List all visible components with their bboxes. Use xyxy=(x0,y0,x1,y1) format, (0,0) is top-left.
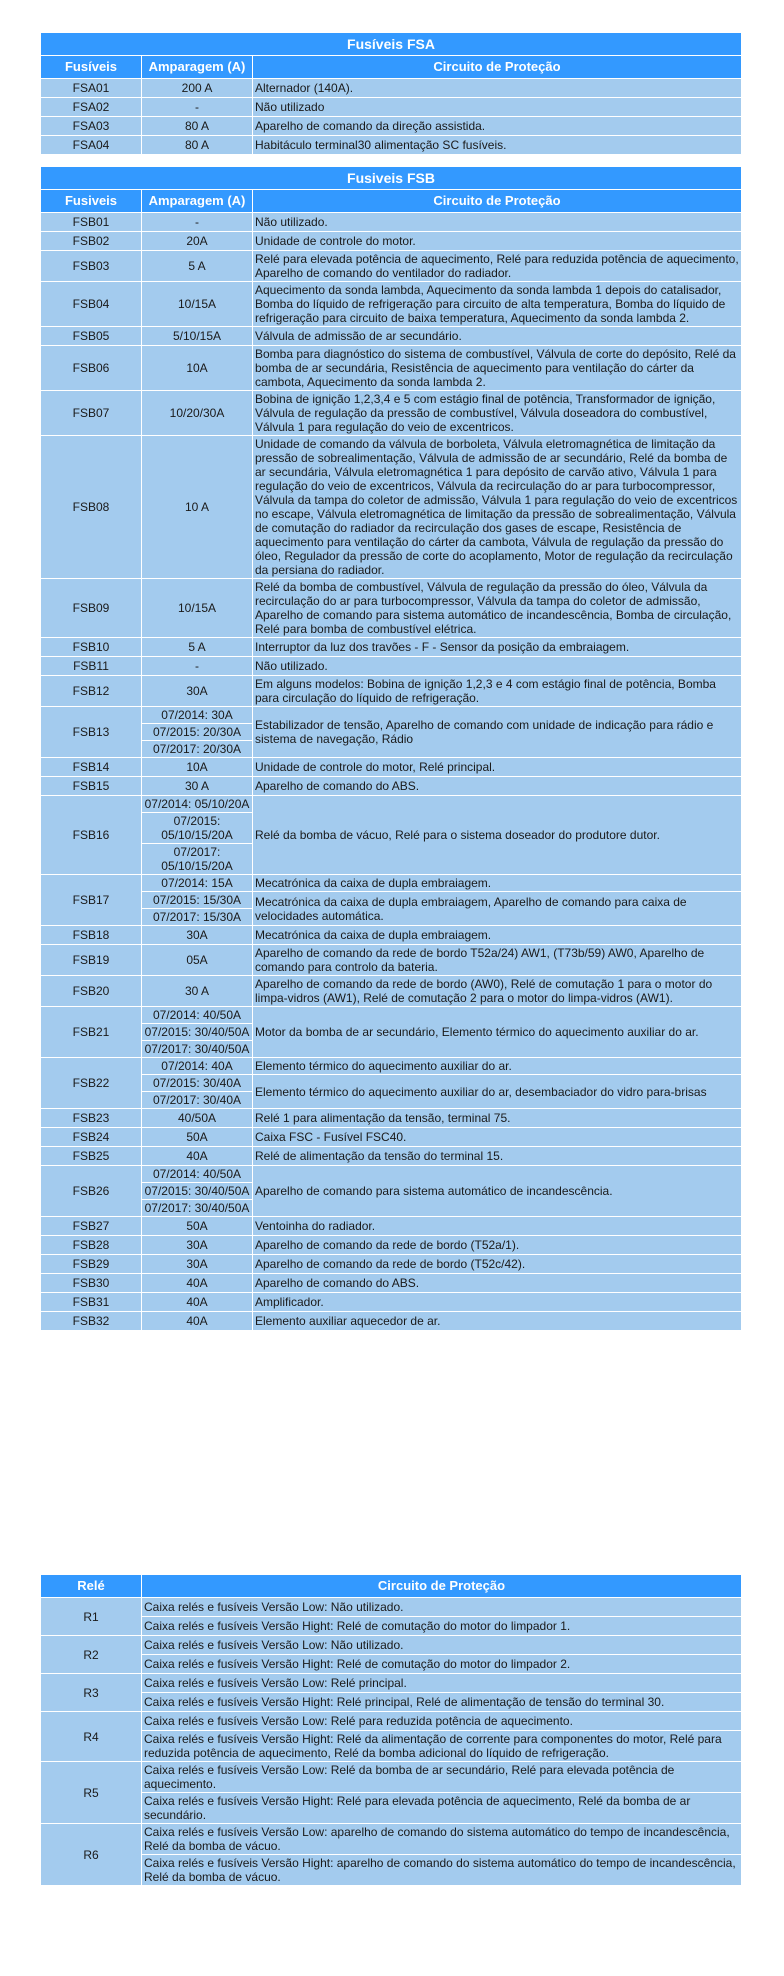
fuse-id: FSB07 xyxy=(41,391,142,436)
fuse-amperage: 10/15A xyxy=(142,282,253,327)
fuse-amperage: 07/2015: 15/30A xyxy=(142,892,253,909)
fuse-id: FSB14 xyxy=(41,758,142,777)
fuse-id: FSB22 xyxy=(41,1058,142,1109)
fuse-amperage: 30 A xyxy=(142,777,253,796)
relay-circuit: Caixa relés e fusíveis Versão Hight: Relé da alimentação de corrente para componentes do motor, Relé para reduzida potência de aquecimento, Relé da bomba adicional do líquido de refrigeração. xyxy=(142,1731,742,1762)
table-row xyxy=(41,232,742,251)
fuse-amperage: 07/2014: 30A xyxy=(142,707,253,724)
fsa-fuse-table xyxy=(40,32,742,155)
fuse-amperage: 40A xyxy=(142,1293,253,1312)
fuse-circuit: Aquecimento da sonda lambda, Aquecimento da sonda lambda 1 depois do catalisador, Bomba do líquido de refrigeração para circuito de alta temperatura, Bomba do líquido de refrigeração para circuito de baixa temperatura, Aquecimento da sonda lambda 2. xyxy=(253,282,742,327)
fuse-id: FSB32 xyxy=(41,1312,142,1331)
fuse-id: FSB19 xyxy=(41,945,142,976)
fuse-amperage: 10/15A xyxy=(142,579,253,638)
fuse-amperage: 07/2015: 30/40/50A xyxy=(142,1024,253,1041)
fuse-circuit: Aparelho de comando da rede de bordo (T52a/1). xyxy=(253,1236,742,1255)
fuse-circuit: Mecatrónica da caixa de dupla embraiagem. xyxy=(253,875,742,892)
fuse-circuit: Relé para elevada potência de aquecimento, Relé para reduzida potência de aquecimento, Aparelho de comando do ventilador do radiador. xyxy=(253,251,742,282)
table-row xyxy=(41,638,742,657)
table-row xyxy=(41,1312,742,1331)
fuse-circuit: Elemento térmico do aquecimento auxiliar do ar. xyxy=(253,1058,742,1075)
fuse-id: FSB23 xyxy=(41,1109,142,1128)
table-row xyxy=(41,117,742,136)
relay-id: R2 xyxy=(41,1636,142,1674)
relay-id: R5 xyxy=(41,1762,142,1824)
relay-circuit: Caixa relés e fusíveis Versão Low: Relé principal. xyxy=(142,1674,742,1693)
relay-circuit: Caixa relés e fusíveis Versão Low: Não utilizado. xyxy=(142,1598,742,1617)
fuse-amperage: 40A xyxy=(142,1274,253,1293)
fuse-circuit: Em alguns modelos: Bobina de ignição 1,2,3 e 4 com estágio final de potência, Bomba para circulação do líquido de refrigeração. xyxy=(253,676,742,707)
fuse-id: FSB02 xyxy=(41,232,142,251)
fuse-id: FSB25 xyxy=(41,1147,142,1166)
fuse-circuit: Mecatrónica da caixa de dupla embraiagem. xyxy=(253,926,742,945)
fuse-id: FSB30 xyxy=(41,1274,142,1293)
fuse-amperage: - xyxy=(142,98,253,117)
fuse-amperage: 30 A xyxy=(142,976,253,1007)
relay-id: R6 xyxy=(41,1824,142,1886)
fuse-id: FSB18 xyxy=(41,926,142,945)
table-row xyxy=(41,1824,742,1855)
fuse-id: FSB31 xyxy=(41,1293,142,1312)
fuse-circuit: Amplificador. xyxy=(253,1293,742,1312)
table-row xyxy=(41,875,742,892)
relay-circuit: Caixa relés e fusíveis Versão Hight: Relé de comutação do motor do limpador 1. xyxy=(142,1617,742,1636)
fuse-amperage: 40A xyxy=(142,1147,253,1166)
table-row xyxy=(41,1762,742,1793)
fuse-circuit: Aparelho de comando da rede de bordo T52a/24) AW1, (T73b/59) AW0, Aparelho de comando para controlo da bateria. xyxy=(253,945,742,976)
fsa-table-title: Fusíveis FSA xyxy=(41,33,742,56)
fuse-amperage: 40/50A xyxy=(142,1109,253,1128)
fuse-circuit: Mecatrónica da caixa de dupla embraiagem, Aparelho de comando para caixa de velocidades automática. xyxy=(253,892,742,926)
fuse-circuit: Estabilizador de tensão, Aparelho de comando com unidade de indicação para rádio e sistema de navegação, Rádio xyxy=(253,707,742,758)
fuse-circuit: Ventoinha do radiador. xyxy=(253,1217,742,1236)
table-row xyxy=(41,676,742,707)
fuse-circuit: Válvula de admissão de ar secundário. xyxy=(253,327,742,346)
fuse-circuit: Unidade de controle do motor. xyxy=(253,232,742,251)
fuse-amperage: 30A xyxy=(142,676,253,707)
fsa-table-body xyxy=(41,79,742,155)
fuse-amperage: 30A xyxy=(142,1255,253,1274)
fuse-id: FSB26 xyxy=(41,1166,142,1217)
fuse-id: FSA04 xyxy=(41,136,142,155)
table-row xyxy=(41,1128,742,1147)
relay-circuit: Caixa relés e fusíveis Versão Low: Relé para reduzida potência de aquecimento. xyxy=(142,1712,742,1731)
relay-circuit: Caixa relés e fusíveis Versão Low: Relé da bomba de ar secundário, Relé para elevada potência de aquecimento. xyxy=(142,1762,742,1793)
fuse-amperage: 50A xyxy=(142,1217,253,1236)
table-row xyxy=(41,79,742,98)
fuse-id: FSB12 xyxy=(41,676,142,707)
fuse-circuit: Não utilizado. xyxy=(253,213,742,232)
fuse-amperage: 50A xyxy=(142,1128,253,1147)
fsb-header-fuse: Fusiveis xyxy=(41,190,142,213)
table-row xyxy=(41,892,742,909)
fsb-table-body xyxy=(41,213,742,1331)
fuse-id: FSB17 xyxy=(41,875,142,926)
fuse-amperage: 07/2015: 20/30A xyxy=(142,724,253,741)
fuse-circuit: Unidade de comando da válvula de borboleta, Válvula eletromagnética de limitação da pressão de sobrealimentação, Válvula de admissão de ar secundário, Relé da bomba de ar secundária, Válvula eletromagnética 1 para depósito de carvão ativo, Válvula 1 para regulação do veio de excentricos, Válvula da recirculação do ar para turbocompressor, Válvula da tampa do coletor de admissão, Válvula 1 para regulação do veio de excentricos no escape, Válvula eletromagnética de limitação da pressão de sobrealimentação, Válvula de comutação do radiador da recirculação dos gases de escape, Resistência de aquecimento para ventilação do cárter da cambota, Válvula de regulação da pressão do óleo, Regulador da pressão de corte do acoplamento, Motor de regulação da recirculação da persiana do radiador. xyxy=(253,436,742,579)
fuse-amperage: 07/2014: 15A xyxy=(142,875,253,892)
table-row xyxy=(41,391,742,436)
fuse-circuit: Elemento auxiliar aquecedor de ar. xyxy=(253,1312,742,1331)
fuse-amperage: 5 A xyxy=(142,251,253,282)
fuse-id: FSB29 xyxy=(41,1255,142,1274)
fsb-table-title: Fusiveis FSB xyxy=(41,167,742,190)
fuse-id: FSB08 xyxy=(41,436,142,579)
fuse-amperage: 20A xyxy=(142,232,253,251)
relay-circuit: Caixa relés e fusíveis Versão Hight: Relé principal, Relé de alimentação de tensão do terminal 30. xyxy=(142,1693,742,1712)
table-row xyxy=(41,98,742,117)
fuse-amperage: 80 A xyxy=(142,136,253,155)
fuse-amperage: 07/2015: 30/40/50A xyxy=(142,1183,253,1200)
table-row xyxy=(41,327,742,346)
fuse-id: FSA03 xyxy=(41,117,142,136)
fuse-id: FSB03 xyxy=(41,251,142,282)
fsb-fuse-table xyxy=(40,166,742,1331)
table-row xyxy=(41,1598,742,1617)
fsb-header-amperage: Amparagem (A) xyxy=(142,190,253,213)
fuse-id: FSB15 xyxy=(41,777,142,796)
fuse-amperage: - xyxy=(142,213,253,232)
fuse-id: FSB10 xyxy=(41,638,142,657)
fuse-circuit: Habitáculo terminal30 alimentação SC fusíveis. xyxy=(253,136,742,155)
fuse-amperage: 10 A xyxy=(142,436,253,579)
fuse-amperage: 07/2017: 05/10/15/20A xyxy=(142,844,253,875)
fuse-id: FSB16 xyxy=(41,796,142,875)
fuse-circuit: Unidade de controle do motor, Relé principal. xyxy=(253,758,742,777)
fuse-id: FSB09 xyxy=(41,579,142,638)
fuse-amperage: 05A xyxy=(142,945,253,976)
table-row xyxy=(41,436,742,579)
fuse-circuit: Relé 1 para alimentação da tensão, terminal 75. xyxy=(253,1109,742,1128)
table-row xyxy=(41,1255,742,1274)
fuse-circuit: Bobina de ignição 1,2,3,4 e 5 com estágio final de potência, Transformador de ignição, Válvula de regulação da pressão de combustível, Válvula doseadora do combustível, Válvula 1 para regulação do veio de excentricos. xyxy=(253,391,742,436)
fuse-circuit: Elemento térmico do aquecimento auxiliar do ar, desembaciador do vidro para-brisas xyxy=(253,1075,742,1109)
fuse-amperage: 07/2017: 30/40/50A xyxy=(142,1041,253,1058)
table-row xyxy=(41,1166,742,1183)
fuse-id: FSB11 xyxy=(41,657,142,676)
fuse-circuit: Aparelho de comando do ABS. xyxy=(253,777,742,796)
fuse-circuit: Aparelho de comando da direção assistida. xyxy=(253,117,742,136)
fuse-id: FSB21 xyxy=(41,1007,142,1058)
fsa-header-circuit: Circuito de Proteção xyxy=(253,56,742,79)
fuse-circuit: Relé da bomba de vácuo, Relé para o sistema doseador do produtore dutor. xyxy=(253,796,742,875)
fuse-circuit: Relé da bomba de combustível, Válvula de regulação da pressão do óleo, Válvula da recirculação do ar para turbocompressor, Válvula da tampa do coletor de admissão, Aparelho de comando para sistema automático de incandescência, Bomba de circulação, Relé para bomba de combustível elétrica. xyxy=(253,579,742,638)
table-row xyxy=(41,1007,742,1024)
table-row xyxy=(41,1217,742,1236)
fuse-amperage: 80 A xyxy=(142,117,253,136)
table-row xyxy=(41,926,742,945)
fuse-id: FSA02 xyxy=(41,98,142,117)
table-row xyxy=(41,1855,742,1886)
relay-circuit: Caixa relés e fusíveis Versão Hight: aparelho de comando do sistema automático do tempo de incandescência, Relé da bomba de vácuo. xyxy=(142,1855,742,1886)
fsb-header-circuit: Circuito de Proteção xyxy=(253,190,742,213)
table-row xyxy=(41,1636,742,1655)
fuse-circuit: Não utilizado. xyxy=(253,657,742,676)
table-row xyxy=(41,1693,742,1712)
table-row xyxy=(41,1731,742,1762)
fuse-circuit: Alternador (140A). xyxy=(253,79,742,98)
relay-circuit: Caixa relés e fusíveis Versão Hight: Relé para elevada potência de aquecimento, Relé da bomba de ar secundário. xyxy=(142,1793,742,1824)
relay-header-circuit: Circuito de Proteção xyxy=(142,1575,742,1598)
fuse-amperage: 07/2014: 40A xyxy=(142,1058,253,1075)
fuse-circuit: Motor da bomba de ar secundário, Elemento térmico do aquecimento auxiliar do ar. xyxy=(253,1007,742,1058)
table-row xyxy=(41,282,742,327)
relay-table xyxy=(40,1574,742,1886)
fuse-id: FSB20 xyxy=(41,976,142,1007)
fuse-amperage: 07/2014: 40/50A xyxy=(142,1007,253,1024)
table-row xyxy=(41,579,742,638)
table-row xyxy=(41,213,742,232)
fuse-id: FSA01 xyxy=(41,79,142,98)
fuse-amperage: 5 A xyxy=(142,638,253,657)
fuse-circuit: Caixa FSC - Fusível FSC40. xyxy=(253,1128,742,1147)
table-row xyxy=(41,1274,742,1293)
table-row xyxy=(41,1075,742,1092)
fuse-amperage: 10/20/30A xyxy=(142,391,253,436)
table-row xyxy=(41,1712,742,1731)
fuse-amperage: 30A xyxy=(142,926,253,945)
table-row xyxy=(41,657,742,676)
fuse-id: FSB04 xyxy=(41,282,142,327)
table-row xyxy=(41,1793,742,1824)
fuse-circuit: Aparelho de comando para sistema automático de incandescência. xyxy=(253,1166,742,1217)
fuse-amperage: 07/2014: 40/50A xyxy=(142,1166,253,1183)
fuse-amperage: 07/2017: 30/40/50A xyxy=(142,1200,253,1217)
fsa-header-amperage: Amparagem (A) xyxy=(142,56,253,79)
table-row xyxy=(41,136,742,155)
fuse-circuit: Aparelho de comando do ABS. xyxy=(253,1274,742,1293)
relay-circuit: Caixa relés e fusíveis Versão Low: Não utilizado. xyxy=(142,1636,742,1655)
relay-table-body xyxy=(41,1598,742,1886)
fuse-amperage: - xyxy=(142,657,253,676)
table-row xyxy=(41,796,742,813)
fuse-circuit: Bomba para diagnóstico do sistema de combustível, Válvula de corte do depósito, Relé da bomba de ar secundária, Resistência de aquecimento para ventilação do cárter da cambota, Aquecimento da sonda lambda 2. xyxy=(253,346,742,391)
table-row xyxy=(41,1617,742,1636)
table-row xyxy=(41,1293,742,1312)
fuse-circuit: Não utilizado xyxy=(253,98,742,117)
fuse-circuit: Aparelho de comando da rede de bordo (AW0), Relé de comutação 1 para o motor do limpa-vidros (AW1), Relé de comutação 2 para o motor do limpa-vidros (AW1). xyxy=(253,976,742,1007)
table-row xyxy=(41,251,742,282)
relay-id: R4 xyxy=(41,1712,142,1762)
fuse-id: FSB06 xyxy=(41,346,142,391)
relay-id: R3 xyxy=(41,1674,142,1712)
fuse-amperage: 07/2015: 30/40A xyxy=(142,1075,253,1092)
table-row xyxy=(41,1058,742,1075)
fuse-id: FSB13 xyxy=(41,707,142,758)
table-row xyxy=(41,976,742,1007)
fuse-amperage: 07/2014: 05/10/20A xyxy=(142,796,253,813)
fuse-amperage: 07/2017: 15/30A xyxy=(142,909,253,926)
fuse-circuit: Aparelho de comando da rede de bordo (T52c/42). xyxy=(253,1255,742,1274)
fuse-amperage: 07/2017: 30/40A xyxy=(142,1092,253,1109)
table-row xyxy=(41,1109,742,1128)
fuse-id: FSB28 xyxy=(41,1236,142,1255)
relay-id: R1 xyxy=(41,1598,142,1636)
table-row xyxy=(41,758,742,777)
fuse-id: FSB27 xyxy=(41,1217,142,1236)
fuse-amperage: 5/10/15A xyxy=(142,327,253,346)
table-row xyxy=(41,1674,742,1693)
fuse-amperage: 07/2017: 20/30A xyxy=(142,741,253,758)
fuse-id: FSB05 xyxy=(41,327,142,346)
fuse-amperage: 200 A xyxy=(142,79,253,98)
table-row xyxy=(41,707,742,724)
table-row xyxy=(41,1147,742,1166)
fuse-amperage: 10A xyxy=(142,346,253,391)
table-row xyxy=(41,1236,742,1255)
fuse-amperage: 30A xyxy=(142,1236,253,1255)
fuse-amperage: 40A xyxy=(142,1312,253,1331)
fuse-circuit: Relé de alimentação da tensão do terminal 15. xyxy=(253,1147,742,1166)
fuse-amperage: 10A xyxy=(142,758,253,777)
relay-circuit: Caixa relés e fusíveis Versão Hight: Relé de comutação do motor do limpador 2. xyxy=(142,1655,742,1674)
fsa-header-fuse: Fusíveis xyxy=(41,56,142,79)
table-row xyxy=(41,777,742,796)
table-row xyxy=(41,945,742,976)
fuse-amperage: 07/2015: 05/10/15/20A xyxy=(142,813,253,844)
fuse-id: FSB01 xyxy=(41,213,142,232)
relay-header-relay: Relé xyxy=(41,1575,142,1598)
table-row xyxy=(41,1655,742,1674)
fuse-id: FSB24 xyxy=(41,1128,142,1147)
relay-circuit: Caixa relés e fusíveis Versão Low: aparelho de comando do sistema automático do tempo de incandescência, Relé da bomba de vácuo. xyxy=(142,1824,742,1855)
table-row xyxy=(41,346,742,391)
fuse-circuit: Interruptor da luz dos travões - F - Sensor da posição da embraiagem. xyxy=(253,638,742,657)
